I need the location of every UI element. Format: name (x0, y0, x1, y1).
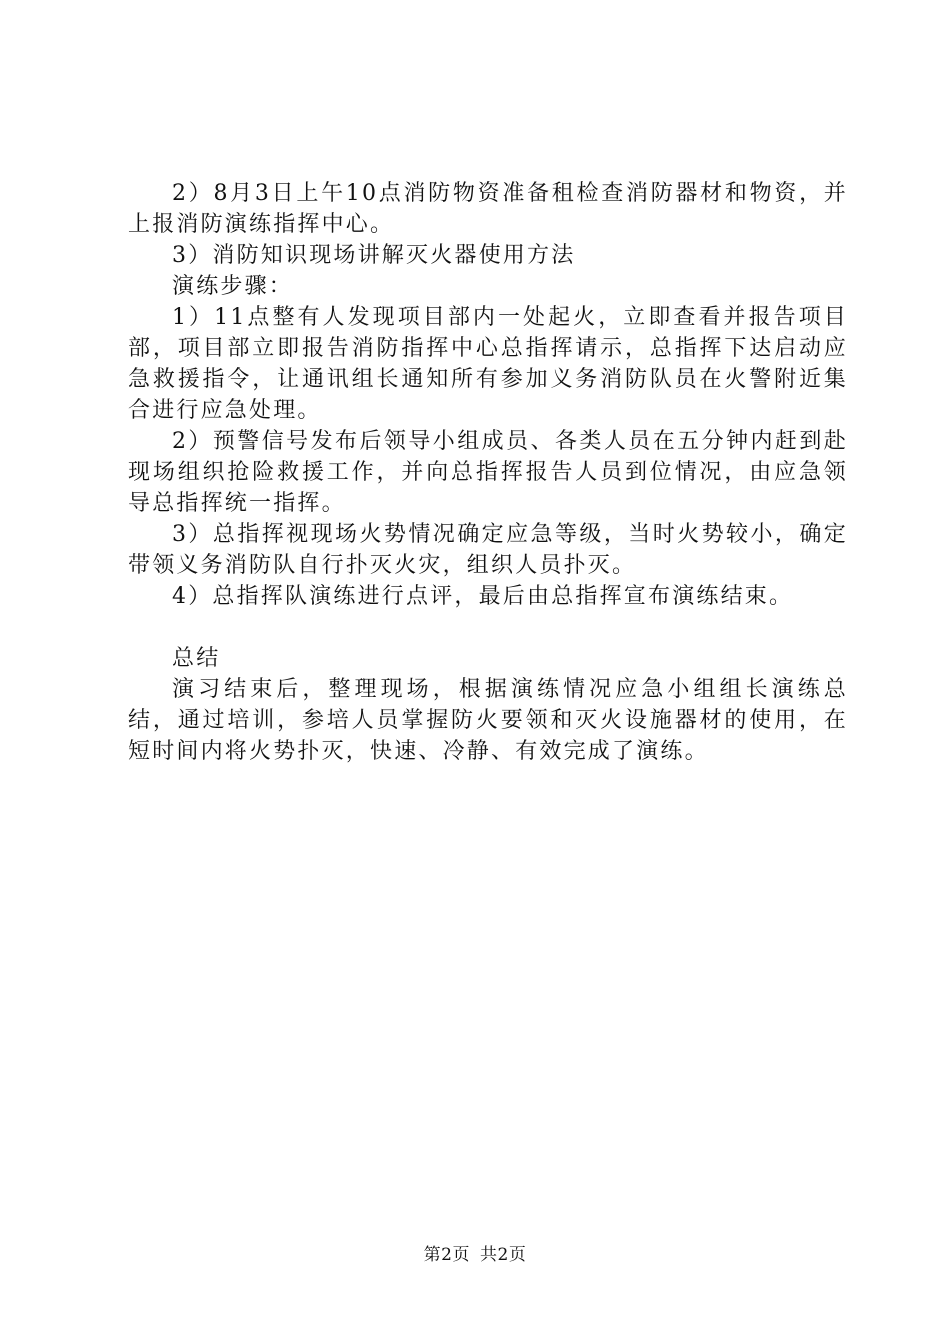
paragraph-drill-step-1: 1）11点整有人发现项目部内一处起火，立即查看并报告项目部，项目部立即报告消防指挥中心总指挥请示，总指挥下达启动应急救援指令，让通讯组长通知所有参加义务消防队员在火警附近集合进行应急处理。 (128, 305, 848, 423)
page-footer (0, 1244, 950, 1266)
paragraph-drill-step-2: 2）预警信号发布后领导小组成员、各类人员在五分钟内赶到赴现场组织抢险救援工作，并向总指挥报告人员到位情况，由应急领导总指挥统一指挥。 (128, 429, 848, 516)
document-body (128, 178, 848, 767)
paragraph-drill-step-4: 4）总指挥队演练进行点评，最后由总指挥宣布演练结束。 (172, 584, 794, 609)
paragraph-summary: 演习结束后，整理现场，根据演练情况应急小组组长演练总结，通过培训，参培人员掌握防火要领和灭火设施器材的使用，在短时间内将火势扑灭，快速、冷静、有效完成了演练。 (128, 677, 848, 764)
paragraph-step-3-knowledge: 3）消防知识现场讲解灭火器使用方法 (172, 243, 576, 268)
page-number: 第2页 (423, 1245, 470, 1265)
paragraph-spacer (128, 612, 848, 643)
section-heading-summary: 总结 (172, 646, 221, 671)
paragraph-step-2-materials: 2）8月3日上午10点消防物资准备租检查消防器材和物资，并上报消防演练指挥中心。 (128, 181, 848, 237)
section-heading-drill-steps: 演练步骤： (172, 274, 294, 299)
paragraph-drill-step-3: 3）总指挥视现场火势情况确定应急等级，当时火势较小，确定带领义务消防队自行扑灭火灾，组织人员扑灭。 (128, 522, 848, 578)
page-total: 共2页 (480, 1245, 527, 1265)
